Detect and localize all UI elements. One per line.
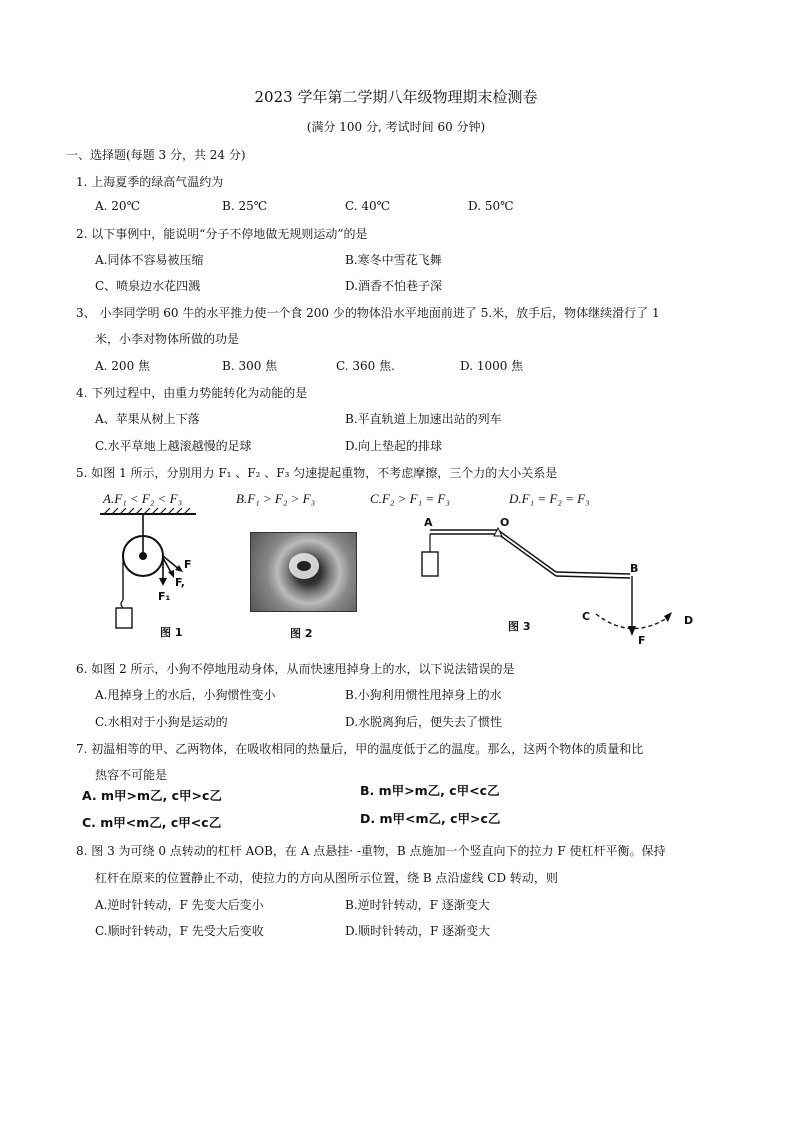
q8-option-c: C.顺时针转动，F 先受大后变收 <box>95 924 264 938</box>
q1-option-c: C. 40℃ <box>345 199 391 213</box>
question-4-stem: 4. 下列过程中，由重力势能转化为动能的是 <box>76 386 308 400</box>
fig3-label-d: D <box>684 614 694 627</box>
q5-option-a: A.F₁ < F₂ < F₃ <box>103 491 183 506</box>
q2-option-a: A.同体不容易被压缩 <box>95 253 204 267</box>
q1-option-b: B. 25℃ <box>222 199 268 213</box>
fig3-label-a: A <box>424 516 433 529</box>
figure-3-caption: 图 3 <box>508 620 531 633</box>
figure-1-pulley <box>98 508 208 643</box>
q5-option-b: B.F₁ > F₂ > F₃ <box>236 491 316 506</box>
q6-option-d: D.水脱离狗后，便失去了惯性 <box>345 715 503 729</box>
question-2-stem: 2. 以下事例中，能说明“分子不停地做无规则运动”的是 <box>76 227 368 241</box>
question-6-stem: 6. 如图 2 所示，小狗不停地甩动身体，从而快速甩掉身上的水，以下说法错误的是 <box>76 662 515 676</box>
fig3-label-o: O <box>500 516 510 529</box>
q8-option-d: D.顺时针转动，F 逐渐变大 <box>345 924 491 938</box>
figure-2-dog-photo <box>250 532 357 612</box>
q8-option-a: A.逆时针转动，F 先变大后变小 <box>95 898 264 912</box>
question-8-stem-line2: 杠杆在原来的位置静止不动，使拉力的方向从图所示位置，绕 B 点沿虚线 CD 转动，则 <box>95 871 558 885</box>
fig1-label-f1: F, <box>175 576 185 589</box>
q6-option-c: C.水相对于小狗是运动的 <box>95 715 228 729</box>
q3-option-b: B. 300 焦 <box>222 359 278 373</box>
q3-option-d: D. 1000 焦 <box>460 359 524 373</box>
page-subtitle: (满分 100 分, 考试时间 60 分钟) <box>306 120 486 134</box>
question-8-stem-line1: 8. 图 3 为可绕 0 点转动的杠杆 AOB，在 A 点悬挂· -重物，B 点施加一个竖直向下的拉力 F 使杠杆平衡。保持 <box>76 844 666 858</box>
question-1-stem: 1. 上海夏季的绿高气温约为 <box>76 175 224 189</box>
fig1-label-f: F <box>184 558 192 571</box>
question-7-stem-line2: 热容不可能是 <box>95 768 168 782</box>
q3-option-c: C. 360 焦. <box>336 359 395 373</box>
figure-3-lever <box>418 512 708 652</box>
q4-option-a: A、苹果从树上下落 <box>95 412 200 426</box>
q5-option-d: D.F₁ = F₂ = F₃ <box>509 491 590 506</box>
page-title: 2023 学年第二学期八年级物理期末检测卷 <box>254 88 538 106</box>
question-3-stem-line2: 米，小李对物体所做的功是 <box>95 332 240 346</box>
q4-option-d: D.向上垫起的排球 <box>345 439 443 453</box>
figure-2-caption: 图 2 <box>290 627 313 640</box>
q2-option-b: B.寒冬中雪花飞舞 <box>345 253 442 267</box>
q4-option-c: C.水平草地上越滚越慢的足球 <box>95 439 252 453</box>
fig3-label-c: C <box>582 610 591 623</box>
q3-option-a: A. 200 焦 <box>95 359 151 373</box>
q7-option-b: B. m甲>m乙, c甲<c乙 <box>360 783 500 798</box>
fig3-label-b: B <box>630 562 639 575</box>
q7-option-a: A. m甲>m乙, c甲>c乙 <box>82 788 222 803</box>
q6-option-a: A.甩掉身上的水后，小狗惯性变小 <box>95 688 276 702</box>
question-7-stem-line1: 7. 初温相等的甲、乙两物体，在吸收相同的热量后，甲的温度低于乙的温度。那么，这两个物体的质量和比 <box>76 742 644 756</box>
question-3-stem-line1: 3、 小李同学明 60 牛的水平推力使一个食 200 少的物体沿水平地面前进了 5.米，放手后，物体继续滑行了 1 <box>76 306 660 320</box>
fig3-label-f: F <box>638 634 646 647</box>
section-heading: 一、选择题(每题 3 分，共 24 分) <box>66 148 246 162</box>
question-5-stem: 5. 如图 1 所示，分别用力 F₁ 、F₂ 、F₃ 匀速提起重物，不考虑摩擦，三个力的大小关系是 <box>76 466 558 480</box>
q7-option-d: D. m甲<m乙, c甲>c乙 <box>360 811 501 826</box>
q2-option-c: C、喷泉边水花四溅 <box>95 279 201 293</box>
q8-option-b: B.逆时针转动，F 逐渐变大 <box>345 898 490 912</box>
q5-option-c: C.F₂ > F₁ = F₃ <box>370 491 450 506</box>
q2-option-d: D.酒香不怕巷子深 <box>345 279 443 293</box>
figure-1-caption: 图 1 <box>160 626 183 639</box>
q4-option-b: B.平直轨道上加速出站的列车 <box>345 412 502 426</box>
fig1-label-f2: F₁ <box>158 590 171 603</box>
q7-option-c: C. m甲<m乙, c甲<c乙 <box>82 815 222 830</box>
q1-option-a: A. 20℃ <box>95 199 140 213</box>
q6-option-b: B.小狗利用惯性甩掉身上的水 <box>345 688 502 702</box>
q1-option-d: D. 50℃ <box>468 199 514 213</box>
